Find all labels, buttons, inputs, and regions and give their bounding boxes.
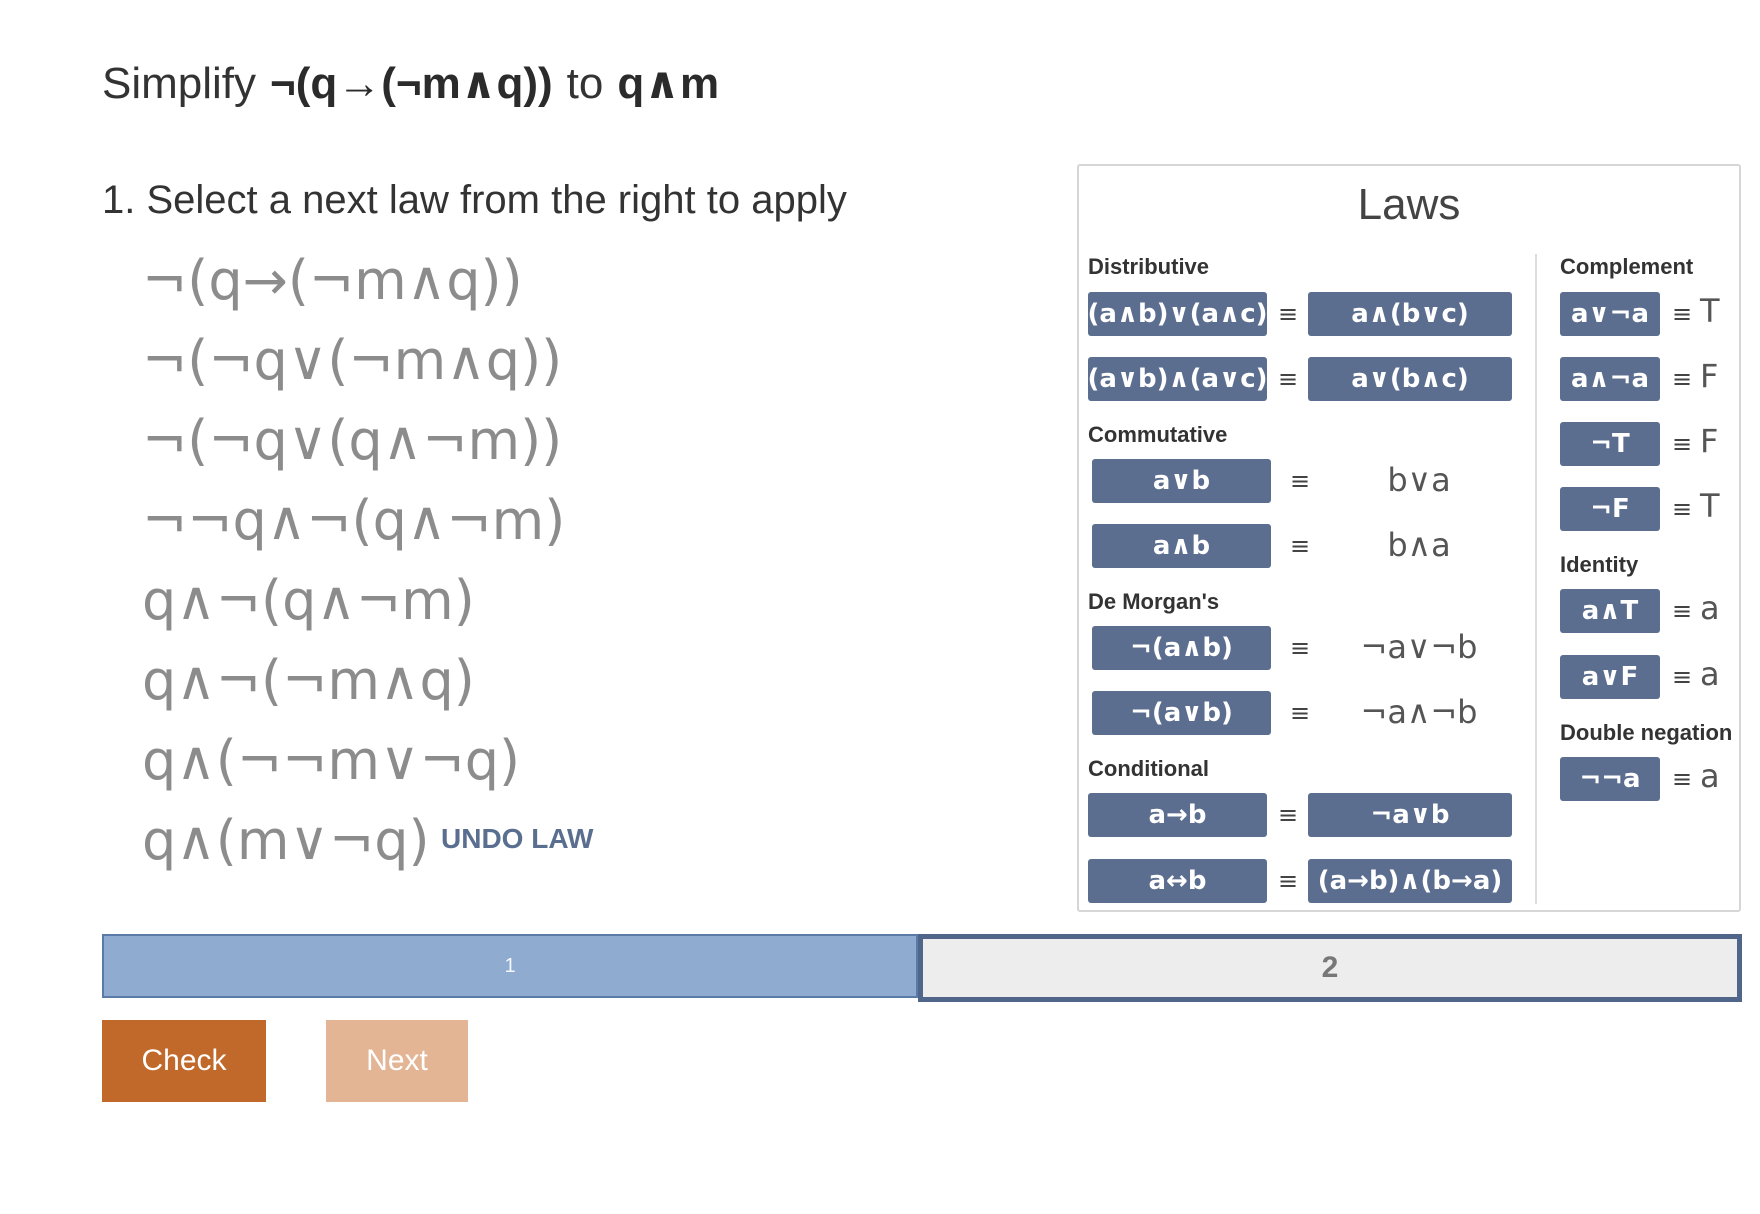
law-button-distributive-2-rhs[interactable]: a∨(b∧c) bbox=[1308, 357, 1512, 401]
simplify-label: Simplify bbox=[102, 59, 257, 108]
laws-divider bbox=[1535, 254, 1537, 904]
law-rhs-demorgan-1: ¬a∨¬b bbox=[1360, 628, 1478, 666]
step-expression: q∧¬(¬m∧q) bbox=[142, 649, 475, 712]
law-button-commutative-2[interactable]: a∧b bbox=[1092, 524, 1271, 568]
equiv-symbol: ≡ bbox=[1672, 365, 1693, 393]
law-button-complement-2[interactable]: a∧¬a bbox=[1560, 357, 1660, 401]
step-expression: ¬(q→(¬m∧q)) bbox=[142, 249, 523, 312]
step-expression: ¬(¬q∨(q∧¬m)) bbox=[142, 409, 563, 472]
category-commutative: Commutative bbox=[1088, 422, 1228, 447]
step-expression: ¬¬q∧¬(q∧¬m) bbox=[142, 489, 566, 552]
equiv-symbol: ≡ bbox=[1672, 495, 1693, 523]
equiv-symbol: ≡ bbox=[1278, 365, 1299, 393]
step-expression: ¬(¬q∨(¬m∧q)) bbox=[142, 329, 563, 392]
law-rhs-commutative-1: b∨a bbox=[1387, 461, 1451, 499]
equiv-symbol: ≡ bbox=[1290, 532, 1311, 560]
law-button-distributive-1[interactable]: (a∧b)∨(a∧c) bbox=[1088, 292, 1267, 336]
law-button-demorgan-2[interactable]: ¬(a∨b) bbox=[1092, 691, 1271, 735]
law-rhs-demorgan-2: ¬a∧¬b bbox=[1360, 693, 1478, 731]
category-de-morgans: De Morgan's bbox=[1088, 589, 1220, 614]
law-rhs-commutative-2: b∧a bbox=[1387, 526, 1451, 564]
equiv-symbol: ≡ bbox=[1290, 699, 1311, 727]
equiv-symbol: ≡ bbox=[1672, 765, 1693, 793]
law-value-complement-4: T bbox=[1700, 487, 1720, 525]
step-progress bbox=[102, 934, 1742, 1000]
law-button-distributive-1-rhs[interactable]: a∧(b∨c) bbox=[1308, 292, 1512, 336]
equiv-symbol: ≡ bbox=[1672, 430, 1693, 458]
law-value-double-negation: a bbox=[1700, 757, 1720, 795]
category-identity: Identity bbox=[1560, 552, 1639, 577]
law-button-complement-1[interactable]: a∨¬a bbox=[1560, 292, 1660, 336]
law-value-complement-1: T bbox=[1700, 292, 1720, 330]
law-button-conditional-2[interactable]: a↔b bbox=[1088, 859, 1267, 903]
instruction-text: 1. Select a next law from the right to apply bbox=[102, 178, 847, 222]
equiv-symbol: ≡ bbox=[1278, 300, 1299, 328]
law-value-identity-2: a bbox=[1700, 655, 1720, 693]
equiv-symbol: ≡ bbox=[1672, 300, 1693, 328]
law-button-complement-4[interactable]: ¬F bbox=[1560, 487, 1660, 531]
category-distributive: Distributive bbox=[1088, 254, 1210, 279]
next-button[interactable]: Next bbox=[326, 1020, 468, 1102]
law-button-double-negation[interactable]: ¬¬a bbox=[1560, 757, 1660, 801]
law-button-distributive-2[interactable]: (a∨b)∧(a∨c) bbox=[1088, 357, 1267, 401]
law-value-complement-2: F bbox=[1700, 357, 1719, 395]
law-button-identity-1[interactable]: a∧T bbox=[1560, 589, 1660, 633]
equiv-symbol: ≡ bbox=[1278, 867, 1299, 895]
law-button-conditional-2-rhs[interactable]: (a→b)∧(b→a) bbox=[1308, 859, 1512, 903]
derivation-steps bbox=[142, 246, 565, 886]
step-expression: q∧(¬¬m∨¬q) bbox=[142, 729, 521, 792]
law-button-conditional-1[interactable]: a→b bbox=[1088, 793, 1267, 837]
law-button-complement-3[interactable]: ¬T bbox=[1560, 422, 1660, 466]
step-expression: q∧(m∨¬q) bbox=[142, 809, 430, 872]
progress-step-1[interactable]: 1 bbox=[102, 934, 918, 998]
equiv-symbol: ≡ bbox=[1278, 801, 1299, 829]
undo-law-button[interactable]: UNDO LAW bbox=[441, 823, 594, 854]
equiv-symbol: ≡ bbox=[1672, 663, 1693, 691]
to-label: to bbox=[566, 59, 604, 108]
law-button-identity-2[interactable]: a∨F bbox=[1560, 655, 1660, 699]
laws-title: Laws bbox=[1357, 180, 1461, 229]
equiv-symbol: ≡ bbox=[1290, 467, 1311, 495]
category-conditional: Conditional bbox=[1088, 756, 1209, 781]
step-expression: q∧¬(q∧¬m) bbox=[142, 569, 475, 632]
laws-panel bbox=[1077, 164, 1741, 912]
category-double-negation: Double negation bbox=[1560, 720, 1733, 745]
goal-expression: q∧m bbox=[617, 59, 720, 108]
category-complement: Complement bbox=[1560, 254, 1694, 279]
check-button[interactable]: Check bbox=[102, 1020, 266, 1102]
law-button-conditional-1-rhs[interactable]: ¬a∨b bbox=[1308, 793, 1512, 837]
law-button-demorgan-1[interactable]: ¬(a∧b) bbox=[1092, 626, 1271, 670]
law-button-commutative-1[interactable]: a∨b bbox=[1092, 459, 1271, 503]
equiv-symbol: ≡ bbox=[1672, 597, 1693, 625]
page-title bbox=[102, 58, 719, 109]
law-value-complement-3: F bbox=[1700, 422, 1719, 460]
progress-step-2[interactable]: 2 bbox=[918, 934, 1742, 1002]
equiv-symbol: ≡ bbox=[1290, 634, 1311, 662]
law-value-identity-1: a bbox=[1700, 589, 1720, 627]
start-expression: ¬(q→(¬m∧q)) bbox=[270, 59, 553, 108]
